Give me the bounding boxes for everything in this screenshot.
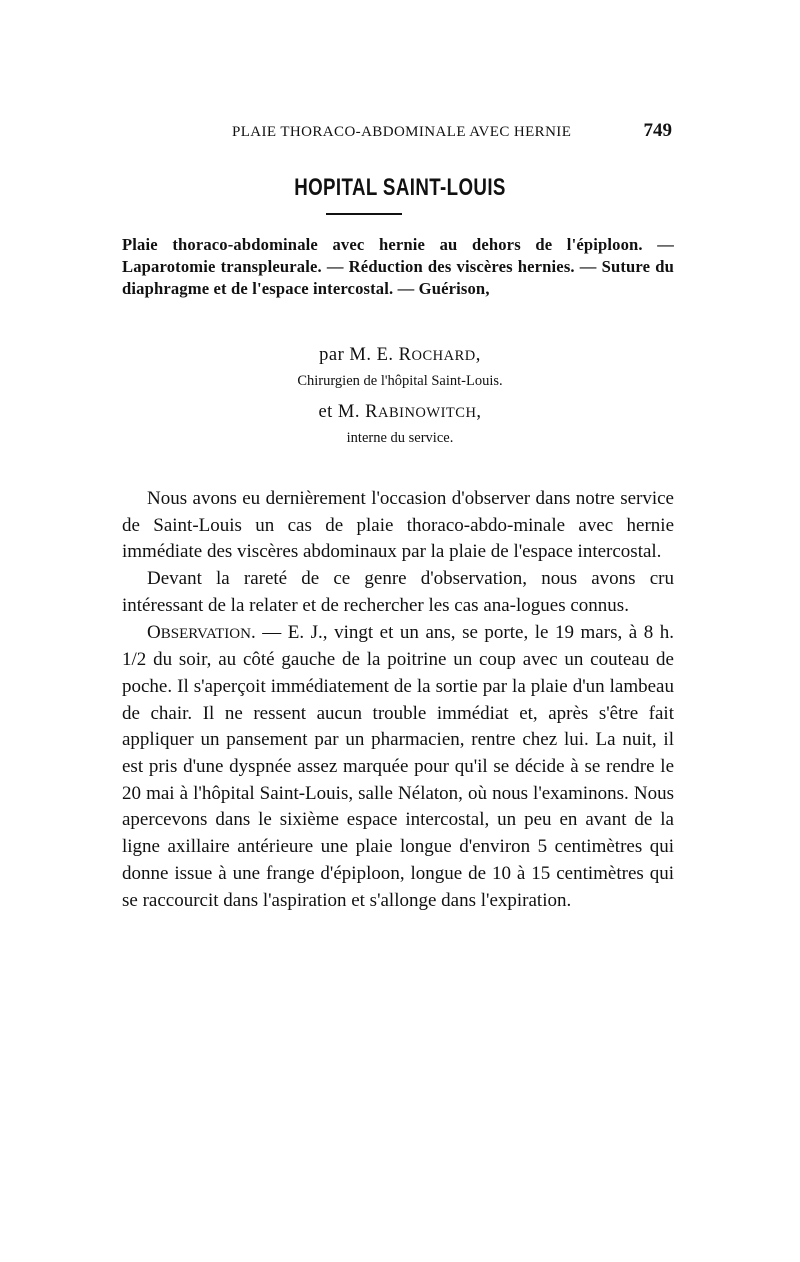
page-number: 749	[643, 120, 672, 141]
body-text	[122, 486, 674, 914]
hospital-heading: HOPITAL SAINT-LOUIS	[294, 174, 506, 201]
author-2-suffix: ,	[476, 402, 482, 422]
paragraph-3	[122, 620, 674, 915]
author-1-suffix: ,	[475, 345, 481, 365]
running-title: PLAIE THORACO-ABDOMINALE AVEC HERNIE	[232, 124, 572, 140]
paragraph-1: Nous avons eu dernièrement l'occasion d'observer dans notre service de Saint-Louis un cas de plaie thoraco-abdo-minale avec hernie immédiate des viscères abdominaux par la plaie de l'espace intercostal.	[122, 488, 674, 563]
author-1-surname-rest: OCHARD	[411, 348, 476, 364]
article-title: Plaie thoraco-abdominale avec hernie au dehors de l'épiploon. — Laparotomie transpleurale. — Réduction des viscères hernies. — Suture du diaphragme et de l'espace intercostal. — Guérison,	[122, 235, 674, 298]
author-line-1	[0, 345, 800, 366]
observation-initial: O	[147, 621, 161, 643]
author-line-2	[0, 402, 800, 423]
author-1-prefix: par M. E.	[319, 345, 399, 365]
paragraph-3-text: . — E. J., vingt et un ans, se porte, le 19 mars, à 8 h. 1/2 du soir, au côté gauche de la poitrine un coup avec un couteau de poche. Il s'aperçoit immédiatement de la sortie par la plaie d'un lambeau de chair. Il ne ressent aucun trouble immédiat et, après s'être fait appliquer un pansement par un pharmacien, rentre chez lui. La nuit, il est pris d'une dyspnée assez marquée pour qu'il se décide à se rendre le 20 mai à l'hôpital Saint-Louis, salle Nélaton, où nous l'examinons. Nous apercevons dans le sixième espace intercostal, un peu en avant de la ligne axillaire antérieure une plaie longue d'environ 5 centimètres qui donne issue à une frange d'épiploon, longue de 10 à 15 centimètres qui se raccourcit dans l'aspiration et s'allonge dans l'expiration.	[122, 621, 674, 911]
observation-label	[147, 622, 251, 643]
title-divider	[326, 213, 402, 215]
paragraph-2: Devant la rareté de ce genre d'observation, nous avons cru intéressant de la relater et de rechercher les cas ana-logues connus.	[122, 568, 674, 616]
author-1-role: Chirurgien de l'hôpital Saint-Louis.	[297, 373, 503, 389]
observation-rest: BSERVATION	[160, 625, 251, 642]
running-header	[232, 120, 672, 142]
author-2-prefix: et M.	[318, 402, 366, 422]
author-2-surname-rest: ABINOWITCH	[377, 405, 477, 421]
author-2-surname-initial: R	[365, 402, 378, 422]
author-1-surname-initial: R	[398, 345, 412, 365]
author-2-role: interne du service.	[346, 430, 454, 446]
